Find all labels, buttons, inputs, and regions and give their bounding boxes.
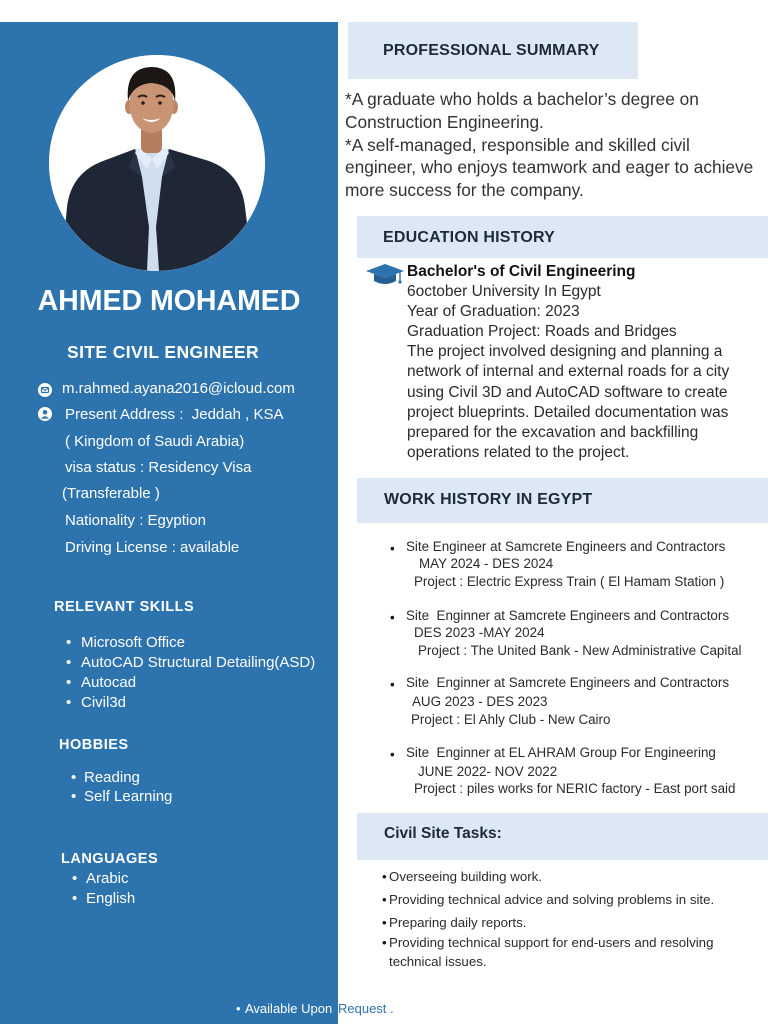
- visa-transferable: (Transferable ): [62, 485, 160, 502]
- languages-list: [72, 869, 135, 909]
- skills-heading: RELEVANT SKILLS: [54, 599, 195, 615]
- footer-note-part1: Available Upon: [245, 1001, 333, 1016]
- bullet: •: [390, 746, 395, 762]
- job-role: Site Enginner at Samcrete Engineers and Contractors: [406, 674, 730, 690]
- task-item: • Providing technical advice and solving problems in site.: [382, 890, 734, 909]
- profile-photo-image: [49, 55, 265, 271]
- job-project: Project : piles works for NERIC factory - East port said: [414, 780, 736, 796]
- project-description-line: operations related to the project.: [407, 443, 630, 461]
- task-item: • Overseeing building work.: [382, 867, 734, 886]
- summary-heading: PROFESSIONAL SUMMARY: [383, 42, 600, 59]
- project-description-line: The project involved designing and planning a: [407, 343, 723, 361]
- bullet: •: [390, 540, 395, 556]
- job-dates: MAY 2024 - DES 2024: [419, 555, 554, 571]
- task-item: • Providing technical support for end-users and resolving technical issues.: [382, 933, 734, 971]
- graduation-year: Year of Graduation: 2023: [407, 303, 580, 321]
- education-heading: EDUCATION HISTORY: [383, 229, 556, 246]
- tasks-list: [382, 867, 734, 971]
- list-item: • Self Learning: [71, 787, 172, 806]
- graduation-cap-icon: [365, 262, 405, 286]
- education-details: [407, 262, 729, 463]
- summary-text: [345, 88, 753, 202]
- work-entry: [0, 674, 768, 734]
- work-entry: [0, 538, 768, 598]
- job-project: Project : El Ahly Club - New Cairo: [411, 711, 611, 727]
- summary-line: Construction Engineering.: [345, 111, 544, 132]
- project-description-line: prepared for the excavation and backfilling: [407, 423, 699, 441]
- job-dates: DES 2023 -MAY 2024: [414, 624, 545, 640]
- profile-photo: [49, 55, 265, 271]
- project-description-line: project blueprints. Detailed documentation was: [407, 403, 729, 421]
- summary-line: more success for the company.: [345, 180, 584, 201]
- present-address: Present Address : Jeddah , KSA: [65, 406, 284, 423]
- list-item: • Autocad: [66, 673, 315, 693]
- list-item: • Reading: [71, 768, 172, 787]
- email-link[interactable]: m.rahmed.ayana2016@icloud.com: [62, 380, 295, 397]
- list-item: • Microsoft Office: [66, 633, 315, 653]
- job-role: Site Engineer at Samcrete Engineers and Contractors: [406, 538, 726, 554]
- list-item: • English: [72, 889, 135, 909]
- languages-heading: LANGUAGES: [61, 851, 159, 867]
- project-description-line: network of internal and external roads for a city: [407, 363, 730, 381]
- task-item: • Preparing daily reports.: [382, 913, 734, 932]
- job-dates: AUG 2023 - DES 2023: [412, 693, 548, 709]
- bullet: •: [390, 609, 395, 625]
- bullet: •: [390, 676, 395, 692]
- graduation-project: Graduation Project: Roads and Bridges: [407, 323, 677, 341]
- work-entry: [0, 744, 768, 804]
- email-icon: [38, 383, 52, 397]
- list-item: • AutoCAD Structural Detailing(ASD): [66, 653, 315, 673]
- visa-status: visa status : Residency Visa: [65, 459, 252, 476]
- footer-bullet: [236, 1001, 241, 1017]
- job-project: Project : The United Bank - New Administrative Capital: [418, 642, 742, 658]
- university: 6october University In Egypt: [407, 283, 601, 301]
- work-heading: WORK HISTORY IN EGYPT: [384, 491, 593, 508]
- summary-line: engineer, who enjoys teamwork and eager to achieve: [345, 157, 754, 178]
- driving-license: Driving License : available: [65, 539, 240, 556]
- project-description-line: using Civil 3D and AutoCAD software to create: [407, 383, 728, 401]
- footer-note-part2: Request .: [338, 1001, 394, 1016]
- candidate-title: SITE CIVIL ENGINEER: [67, 342, 260, 362]
- hobbies-heading: HOBBIES: [59, 737, 129, 753]
- job-role: Site Enginner at Samcrete Engineers and Contractors: [406, 607, 730, 623]
- address-country: ( Kingdom of Saudi Arabia): [65, 433, 245, 450]
- nationality: Nationality : Egyption: [65, 512, 206, 529]
- job-project: Project : Electric Express Train ( El Hamam Station ): [414, 573, 725, 589]
- list-item: • Civil3d: [66, 693, 315, 713]
- job-role: Site Enginner at EL AHRAM Group For Engineering: [406, 744, 716, 760]
- degree-title: Bachelor's of Civil Engineering: [407, 263, 636, 280]
- work-entry: [0, 607, 768, 667]
- person-icon: [38, 407, 52, 421]
- candidate-name: AHMED MOHAMED: [37, 285, 301, 317]
- summary-line: *A self-managed, responsible and skilled civil: [345, 134, 690, 155]
- list-item: • Arabic: [72, 869, 135, 889]
- summary-line: *A graduate who holds a bachelor’s degree on: [345, 89, 699, 109]
- job-dates: JUNE 2022- NOV 2022: [418, 763, 558, 779]
- tasks-heading: Civil Site Tasks:: [384, 825, 502, 842]
